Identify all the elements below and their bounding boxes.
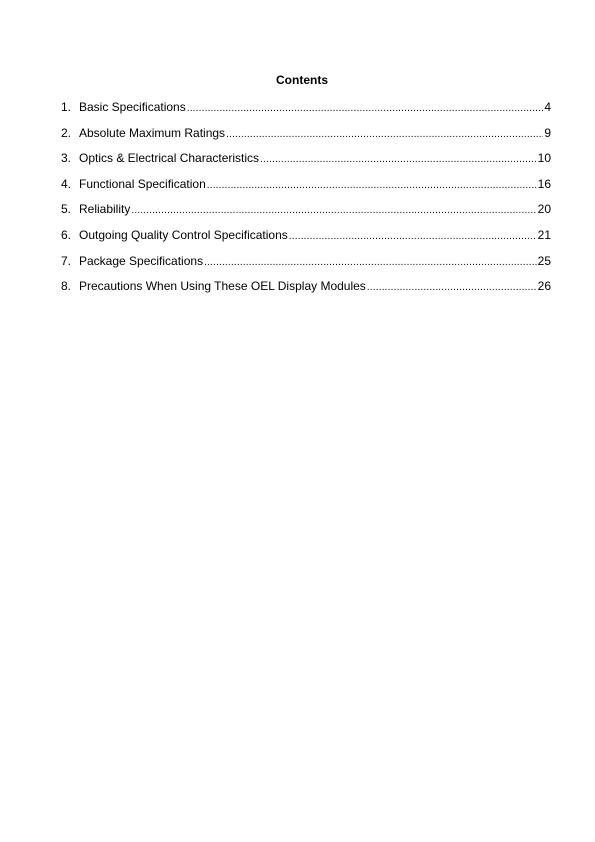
- toc-entry-package-specifications: [61, 253, 551, 279]
- toc-entry-label: Precautions When Using These OEL Display Modules: [79, 279, 366, 294]
- dot-leader: [207, 178, 537, 194]
- toc-entry-label: Absolute Maximum Ratings: [79, 125, 226, 140]
- toc-entry-number: 2.: [61, 125, 72, 140]
- toc-entry-label: Outgoing Quality Control Specifications: [79, 227, 288, 242]
- toc-entry-page: 25: [537, 253, 551, 268]
- table-of-contents: [61, 99, 551, 304]
- toc-entry-page: 21: [537, 227, 551, 242]
- dot-leader: [204, 255, 537, 271]
- toc-entry-outgoing-quality-control: [61, 227, 551, 253]
- dot-leader: [131, 203, 536, 219]
- toc-entry-page: 10: [537, 151, 551, 166]
- toc-entry-number: 1.: [61, 100, 72, 114]
- toc-entry-absolute-maximum-ratings: [61, 125, 551, 151]
- toc-entry-number: 3.: [61, 151, 72, 166]
- toc-entry-optics-electrical: [61, 150, 551, 176]
- toc-entry-page: 16: [537, 176, 551, 191]
- dot-leader: [289, 229, 537, 245]
- contents-heading: Contents: [276, 73, 328, 87]
- toc-entry-number: 5.: [61, 202, 72, 217]
- toc-entry-functional-specification: [61, 176, 551, 202]
- toc-entry-page: 20: [537, 202, 551, 217]
- toc-entry-number: 7.: [61, 253, 72, 268]
- toc-entry-number: 6.: [61, 227, 72, 242]
- toc-entry-page: 9: [544, 125, 551, 140]
- toc-entry-label: Functional Specification: [79, 176, 206, 191]
- dot-leader: [226, 127, 543, 143]
- toc-entry-reliability: [61, 201, 551, 227]
- toc-entry-label: Basic Specifications: [79, 100, 186, 114]
- dot-leader: [187, 101, 544, 117]
- toc-entry-page: 26: [537, 279, 551, 294]
- toc-entry-label: Optics & Electrical Characteristics: [79, 151, 260, 166]
- toc-entry-precautions: [61, 278, 551, 304]
- toc-entry-basic-specifications: [61, 99, 551, 125]
- toc-entry-number: 4.: [61, 176, 72, 191]
- toc-entry-page: 4: [544, 100, 551, 114]
- dot-leader: [260, 152, 537, 168]
- dot-leader: [367, 280, 537, 296]
- toc-entry-number: 8.: [61, 279, 72, 294]
- toc-entry-label: Package Specifications: [79, 253, 204, 268]
- toc-entry-label: Reliability: [79, 202, 131, 217]
